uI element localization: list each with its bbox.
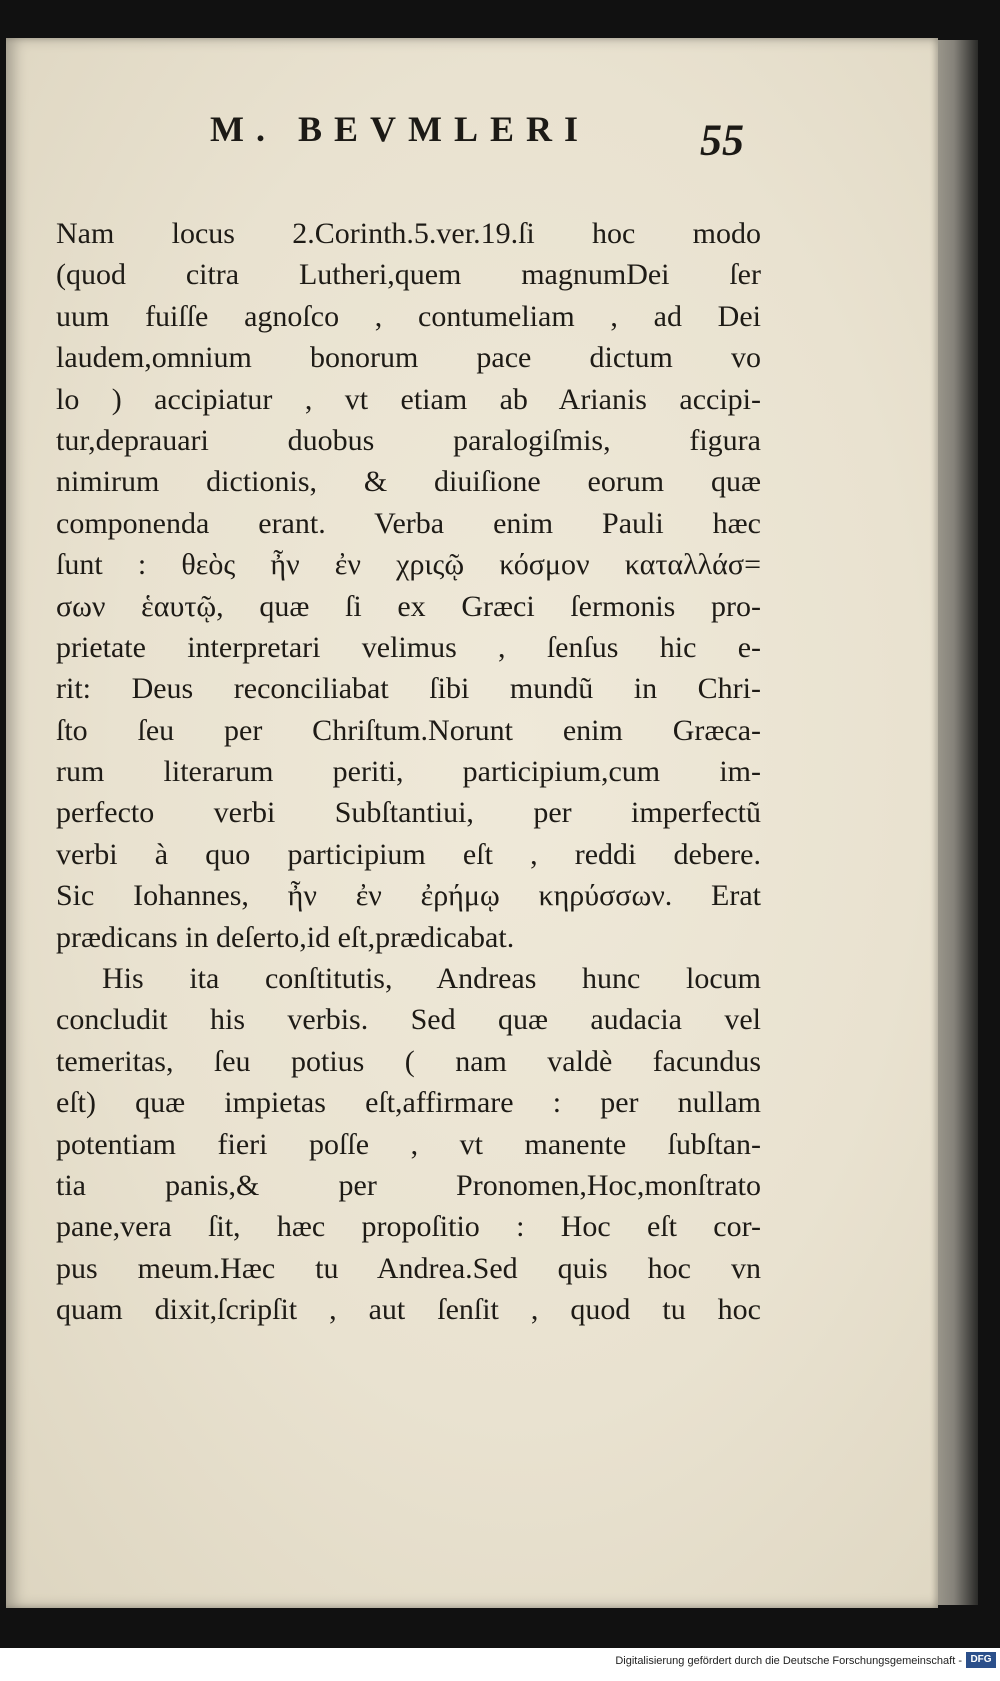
text-line: potentiam fieri poſſe , vt manente ſubſtan- — [56, 1127, 761, 1161]
text-line: concludit his verbis. Sed quæ audacia vel — [56, 1003, 761, 1037]
text-line-greek: Sic Iohannes, ἦν ἐν ἐρήμῳ κηρύσσων. Erat — [56, 879, 761, 913]
text-line: componenda erant. Verba enim Pauli hæc — [56, 506, 761, 540]
text-line: pane,vera ſit, hæc propoſitio : Hoc eſt cor- — [56, 1210, 761, 1244]
text-line: eſt) quæ impietas eſt,affirmare : per nullam — [56, 1086, 761, 1120]
text-line: uum fuiſſe agnoſco , contumeliam , ad Dei — [56, 299, 761, 333]
page-number: 55 — [700, 115, 744, 165]
text-line: rum literarum periti, participium,cum im- — [56, 755, 761, 789]
dfg-logo: DFG — [966, 1652, 996, 1668]
text-line: nimirum dictionis, & diuiſione eorum quæ — [56, 465, 761, 499]
running-header: M. BEVMLERI — [210, 109, 591, 149]
text-line-greek: σων ἑαυτῷ, quæ ſi ex Græci ſermonis pro- — [56, 589, 761, 623]
text-line: laudem,omnium bonorum pace dictum vo — [56, 341, 761, 375]
text-line: rit: Deus reconciliabat ſibi mundũ in Chri- — [56, 672, 761, 706]
text-line: perfecto verbi Subſtantiui, per imperfectũ — [56, 796, 761, 830]
text-line: prædicans in deſerto,id eſt,prædicabat. — [56, 920, 515, 954]
text-line: Nam locus 2.Corinth.5.ver.19.ſi hoc modo — [56, 217, 761, 250]
text-line: (quod citra Lutheri,quem magnumDei ſer — [56, 258, 761, 292]
text-line: quam dixit,ſcripſit , aut ſenſit , quod tu hoc — [56, 1293, 761, 1327]
text-line: tur,deprauari duobus paralogiſmis, figura — [56, 423, 761, 457]
text-line: temeritas, ſeu potius ( nam valdè facundus — [56, 1044, 761, 1078]
text-line: ſto ſeu per Chriſtum.Norunt enim Græca- — [56, 713, 761, 747]
body-text — [56, 213, 761, 1331]
digitization-credit: Digitalisierung gefördert durch die Deutsche Forschungsgemeinschaft - — [615, 1655, 962, 1667]
text-line: prietate interpretari velimus , ſenſus hic e- — [56, 630, 761, 664]
text-line: pus meum.Hæc tu Andrea.Sed quis hoc vn — [56, 1251, 761, 1285]
text-line-greek: ſunt : θεὸς ἦν ἐν χριςῷ κόσμον καταλλάσ= — [56, 548, 761, 582]
text-line: tia panis,& per Pronomen,Hoc,monſtrato — [56, 1168, 761, 1202]
text-line: lo ) accipiatur , vt etiam ab Arianis accipi- — [56, 382, 761, 416]
paragraph-start-line: His ita conſtitutis, Andreas hunc locum — [102, 962, 761, 996]
text-line: verbi à quo participium eſt , reddi debere. — [56, 837, 761, 871]
